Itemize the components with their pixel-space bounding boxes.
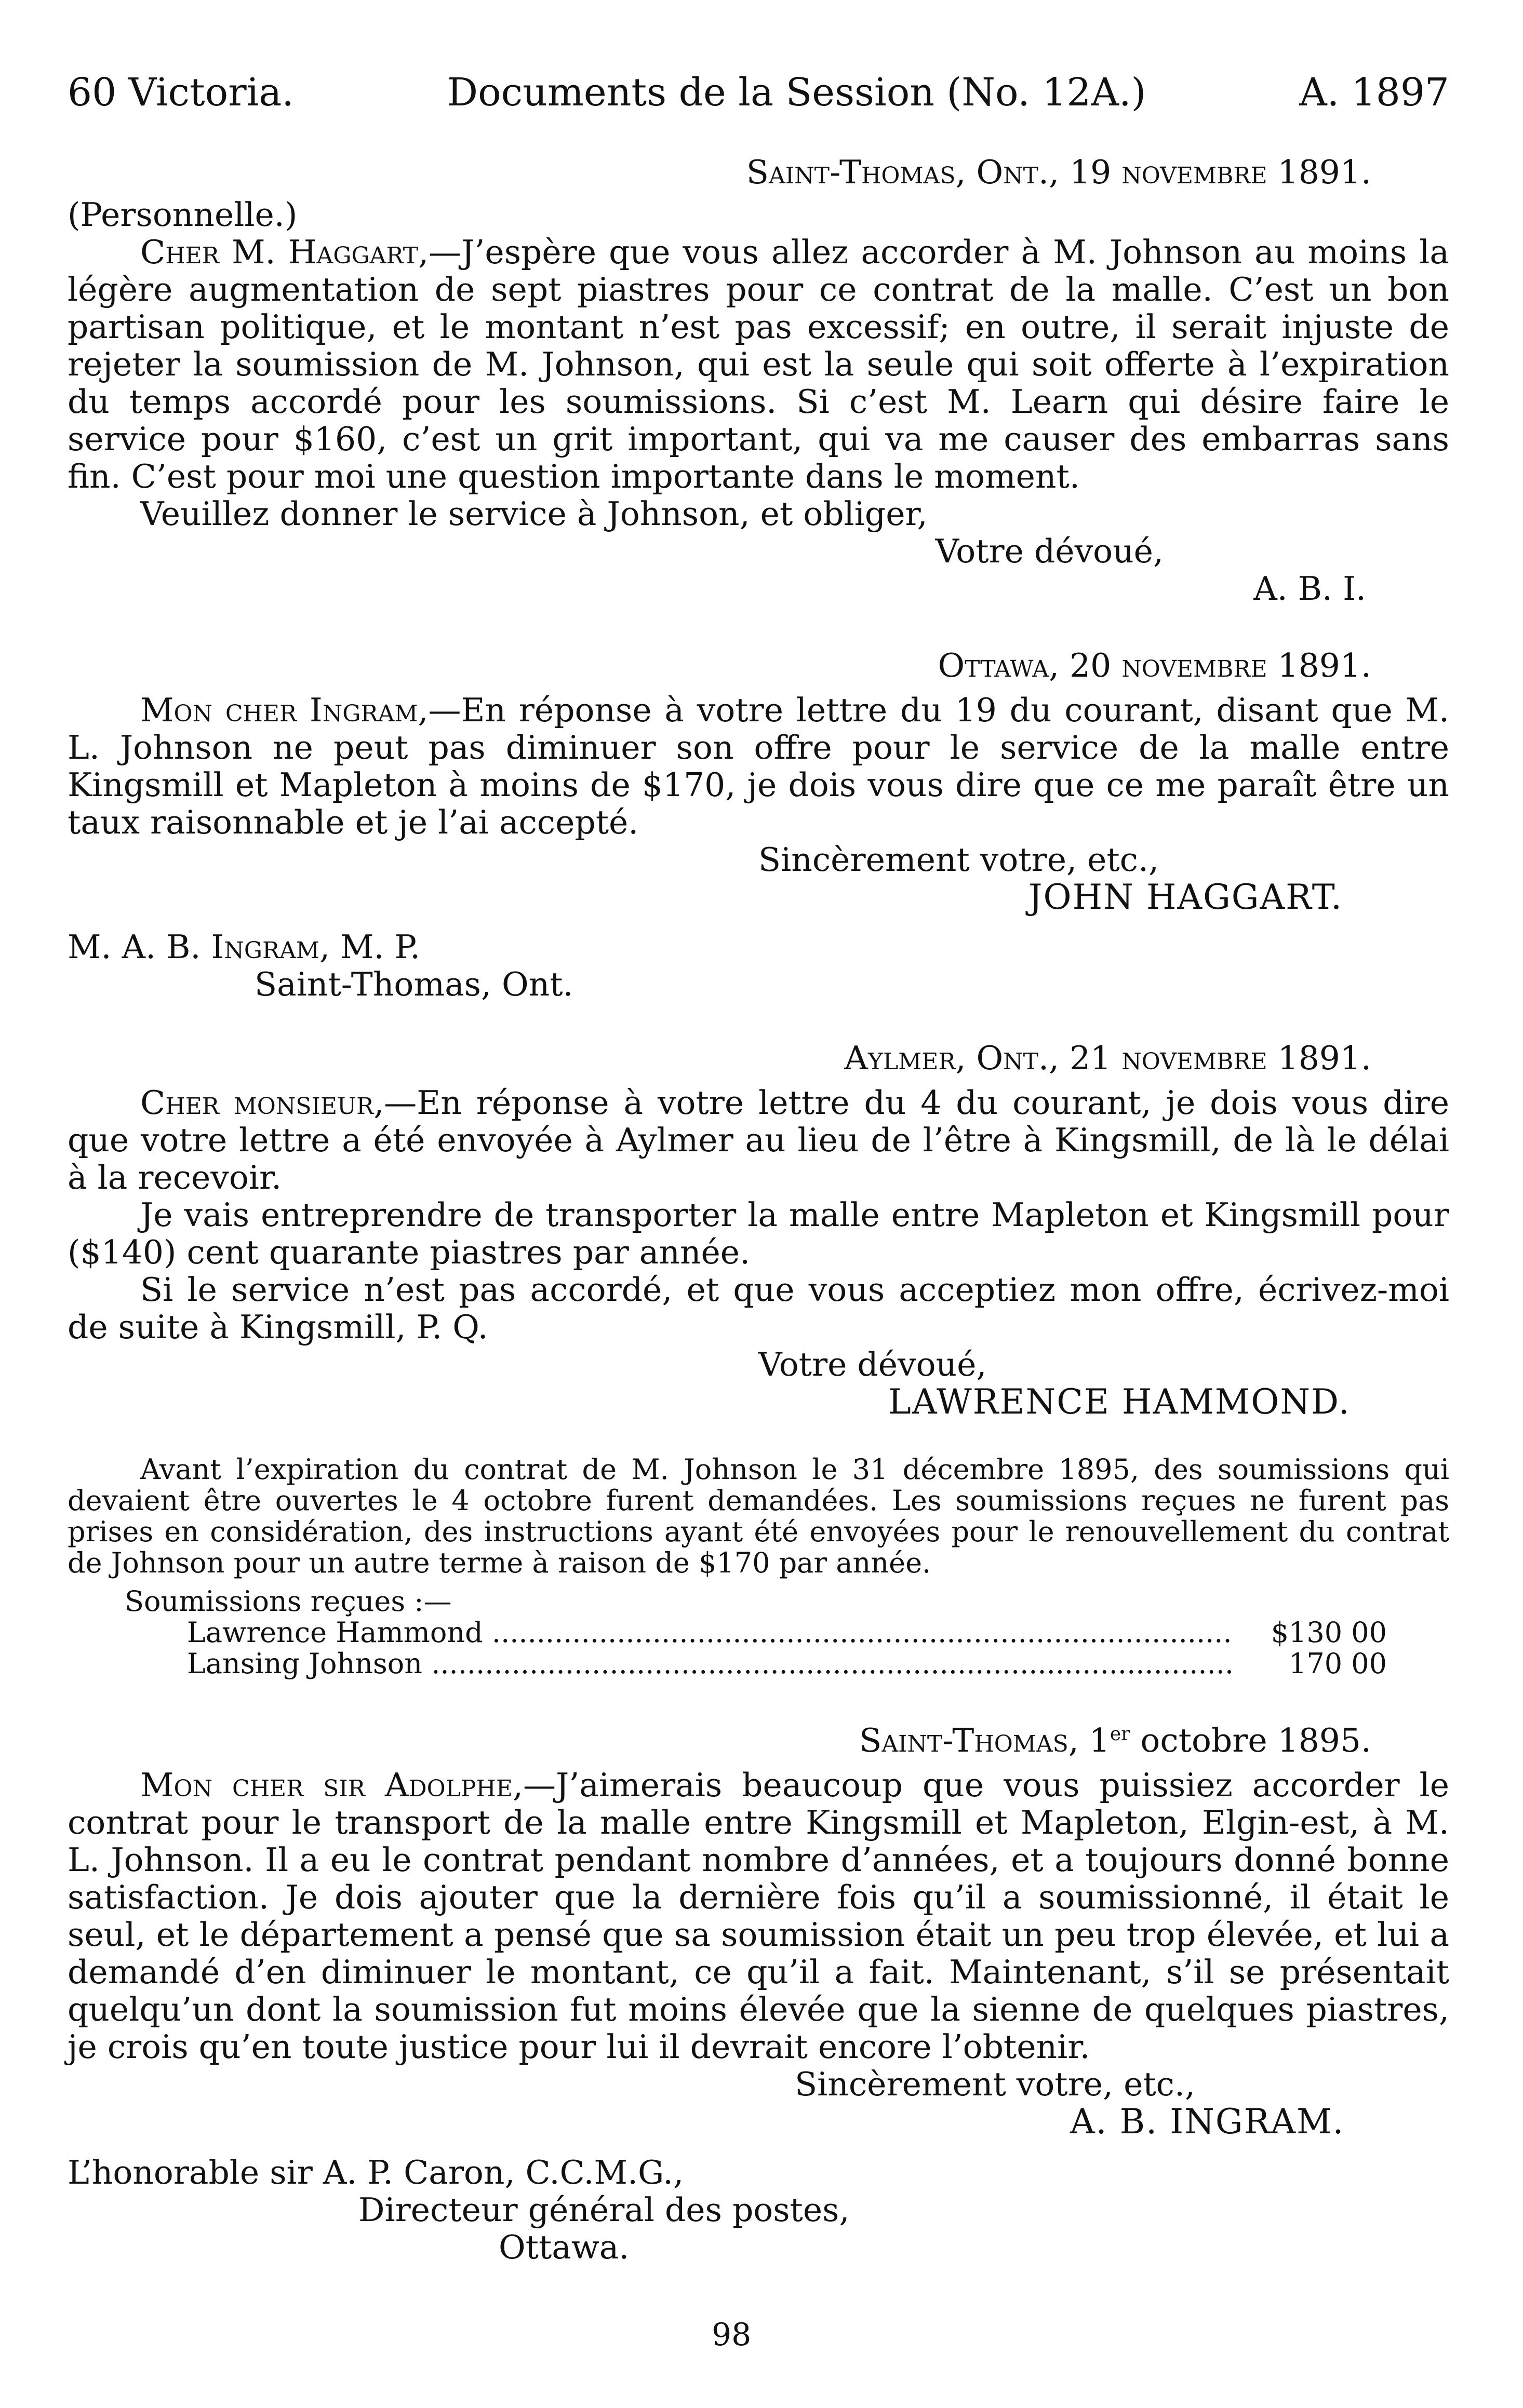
note-text: Avant l’expiration du contrat de M. Johnson le 31 décembre 1895, des soumissions qui devaient être ouvertes le 4 octobre furent demandées. Les soumissions reçues ne furent pas prises en considération, des instructions ayant été envoyées pour le renouvellement du contrat de Johnson pour un autre terme à raison de $170 par année.	[68, 1453, 1449, 1579]
tender-row	[187, 1617, 1449, 1648]
letter-4-closing: Sincèrement votre, etc.,	[795, 2065, 1196, 2103]
tender-amount: 170 00	[1289, 1647, 1387, 1680]
letter-4-dateline-place: Saint-Thomas, 1	[859, 1721, 1110, 1759]
header-volume: 60 Victoria.	[68, 70, 294, 115]
letter-3-paragraph-1: —En réponse à votre lettre du 4 du courant, je dois vous dire que votre lettre a été envoyée à Aylmer au lieu de l’être à Kingsmill, de là le délai à la recevoir.	[68, 1084, 1450, 1196]
letter-1-paragraph-1: —J’espère que vous allez accorder à M. Johnson au moins la légère augmentation de sept piastres pour ce contrat de la malle. C’est un bon partisan politique, et le montant n’est pas excessif; en outre, il serait injuste de rejeter la soumission de M. Johnson, qui est la seule qui soit offerte à l’expiration du temps accordé pour les soumissions. Si c’est M. Learn qui désire faire le service pour $160, c’est un grit important, qui va me causer des embarras sans fin. C’est pour moi une question importante dans le moment.	[68, 233, 1449, 495]
tender-name: Lansing Johnson .....	[187, 1648, 1231, 1679]
letter-4-addressee-1-text: L’honorable sir A. P. Caron, C.C.M.G.,	[68, 2154, 684, 2191]
letter-1-paragraph-2: Veuillez donner le service à Johnson, et obliger,	[140, 495, 928, 533]
letter-1-body	[68, 234, 1449, 495]
header-title: Documents de la Session (No. 12A.)	[447, 70, 1146, 115]
letter-4-addressee-3: Ottawa.	[499, 2228, 630, 2266]
letter-4-body	[68, 1767, 1449, 2066]
page-header	[68, 68, 1449, 117]
page-number: 98	[712, 2317, 752, 2353]
letter-2-closing: Sincèrement votre, etc.,	[758, 841, 1159, 879]
editorial-note	[68, 1454, 1449, 1679]
letter-2-body	[68, 692, 1449, 841]
letter-2-addressee-name: M. A. B. Ingram, M. P.	[68, 928, 421, 966]
letter-3-signature: LAWRENCE HAMMOND.	[888, 1382, 1351, 1422]
letter-4-paragraph-1: —J’aimerais beaucoup que vous puissiez accorder le contrat pour le transport de la malle entre Kingsmill et Mapleton, Elgin-est, à M. L. Johnson. Il a eu le contrat pendant nombre d’années, et a toujours donné bonne satisfaction. Je dois ajouter que la dernière fois qu’il a soumissionné, il était le seul, et le département a pensé que sa soumission était un peu trop élevée, et lui a demandé d’en diminuer le montant, ce qu’il a fait. Maintenant, s’il se présentait quelqu’un dont la soumission fut moins élevée que la sienne de quelques piastres, je crois qu’en toute justice pour lui il devrait encore l’obtenir.	[68, 1766, 1449, 2066]
letter-4	[68, 1716, 1449, 2266]
letter-4-salutation: Mon cher sir Adolphe,	[140, 1766, 524, 1804]
letter-2-signature: JOHN HAGGART.	[1028, 877, 1343, 917]
letter-4-dateline-superscript: er	[1110, 1724, 1130, 1745]
letter-1-signature: A. B. I.	[1253, 570, 1366, 608]
letter-4-addressee-1	[68, 2154, 1449, 2191]
letter-2-dateline: Ottawa, 20 novembre 1891.	[938, 647, 1371, 684]
letter-2-salutation: Mon cher Ingram,	[140, 691, 429, 729]
letter-3	[68, 1040, 1449, 1421]
letter-1	[68, 154, 1449, 608]
letter-3-paragraph-2: Je vais entreprendre de transporter la malle entre Mapleton et Kingsmill pour ($140) cent quarante piastres par année.	[68, 1196, 1449, 1271]
letter-1-closing: Votre dévoué,	[935, 532, 1164, 570]
tender-name: Lawrence Hammond .....	[187, 1617, 1231, 1648]
letter-2-addressee-place: Saint-Thomas, Ont.	[255, 965, 573, 1003]
tender-row	[187, 1648, 1449, 1679]
letter-3-closing: Votre dévoué,	[758, 1346, 987, 1383]
letter-2	[68, 647, 1449, 1003]
letter-3-paragraph-3: Si le service n’est pas accordé, et que vous acceptiez mon offre, écrivez-moi de suite à Kingsmill, P. Q.	[68, 1271, 1449, 1346]
letter-1-note: (Personnelle.)	[68, 196, 298, 234]
tenders-list	[68, 1617, 1449, 1679]
letter-4-dateline	[68, 1716, 1449, 1759]
letter-3-dateline: Aylmer, Ont., 21 novembre 1891.	[844, 1039, 1371, 1077]
letter-1-salutation: Cher M. Haggart,	[140, 233, 429, 271]
letter-4-signature: A. B. INGRAM.	[1070, 2102, 1345, 2142]
header-year: A. 1897	[1299, 70, 1449, 115]
tender-amount: $130 00	[1271, 1616, 1387, 1649]
letter-3-salutation: Cher monsieur,	[140, 1084, 384, 1122]
letter-4-dateline-date: octobre 1895.	[1130, 1721, 1371, 1759]
letter-4-addressee-2: Directeur général des postes,	[358, 2191, 850, 2229]
letter-2-paragraph-1: —En réponse à votre lettre du 19 du courant, disant que M. L. Johnson ne peut pas diminuer son offre pour le service de la malle entre Kingsmill et Mapleton à moins de $170, je dois vous dire que ce me paraît être un taux raisonnable et je l’ai accepté.	[68, 691, 1449, 841]
tenders-label: Soumissions reçues :—	[125, 1585, 452, 1618]
letter-3-body	[68, 1084, 1449, 1196]
letter-1-dateline: Saint-Thomas, Ont., 19 novembre 1891.	[746, 153, 1371, 191]
document-page	[68, 68, 1450, 2353]
